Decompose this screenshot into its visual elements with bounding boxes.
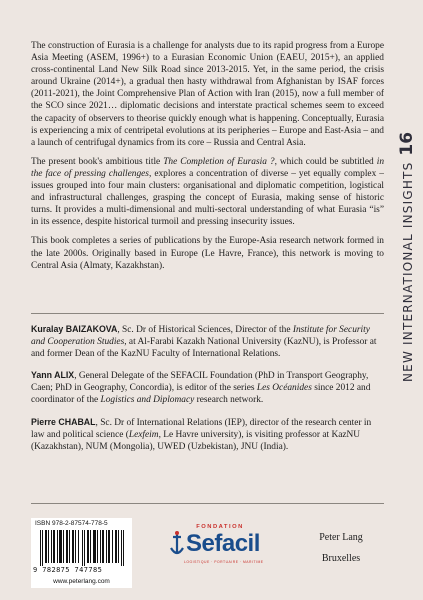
barcode-digits: 9 782875 747785 [33,566,103,574]
logo-foundation-label: FONDATION [196,524,244,530]
series-title: NEW INTERNATIONAL INSIGHTS16 [397,131,417,382]
isbn-label: ISBN 978-2-87574-778-5 [35,520,108,527]
anchor-icon [168,530,186,558]
publisher-url[interactable]: www.peterlang.com [53,578,110,585]
bio-alix: Yann ALIX, General Delegate of the SEFACIL Foundation (PhD in Transport Geography, Caen; PhD in Geography, Concordia), is editor of the series Les Océanides since 2012 and coordinator of the Logistics and Diplomacy research network. [31,370,371,406]
bio-baizakova: Kuralay BAIZAKOVA, Sc. Dr of Historical Sciences, Director of the Institute for Security and Cooperation Studies, at Al-Farabi Kazakh National University (KazNU), is Professor at and former Dean of the KazNU Faculty of International Relations. [31,324,377,360]
series-spine [395,52,415,382]
sefacil-logo [168,524,263,584]
paragraph-eurasia-construction: The construction of Eurasia is a challenge for analysts due to its rapid progress from a Europe Asia Meeting (ASEM, 1996+) to a Eurasian Economic Union (EAEU, 2015+), an applied cross-continental Land New Silk Road since 2013-2015. Yet, in the same period, the crisis around Ukraine (2014+), a gradual then hasty withdrawal from Afghanistan by ISAF forces (2011-2021), the Joint Comprehensive Plan of Action with Iran (2015), now a full member of the SCO since 2021… diplomatic decisions and interstate practical schemes seem to exceed the capacity of observers to theorise quickly enough what is happening. Conceptually, Eurasia is experiencing a mix of centripetal evolutions at its peripheries – Europe and East-Asia – and a launch of centrifugal dynamics from its core – Russia and Central Asia. [31,41,384,148]
blurb [31,40,384,279]
publisher-imprint [306,527,376,569]
bottom-divider [31,503,384,504]
paragraph-book-title: The present book's ambitious title The Completion of Eurasia ?, which could be subtitled in the face of pressing challenges, explores a concentration of diverse – yet equally complex – issues grouped into four main clusters: organisational and diplomatic competition, logistical and infrastructural challenges, grasping the concept of Eurasia, making sense of historic turns. It provides a multi-dimensional and multi-sectoral understanding of what Eurasia “is” in its essence, despite historical turmoil and pressing insecurity issues. [31,156,385,228]
bio-chabal: Pierre CHABAL, Sc. Dr of International Relations (IEP), director of the research center in law and political science (Lexfeim, Le Havre university), is visiting professor at KazNU (Kazakhstan), NUM (Mongolia), UWED (Uzbekistan), JNU (India). [31,416,372,452]
paragraph-network: This book completes a series of publications by the Europe-Asia research network formed in the late 2000s. Originally based in Europe (Le Havre, France), this network is moving to Central Asia (Almaty, Kazakhstan). [31,236,384,271]
publisher-city: Bruxelles [321,553,361,564]
logo-wordmark: Sefacil [186,530,260,557]
top-divider [31,313,384,314]
publisher-name: Peter Lang [319,532,363,543]
series-number: 16 [397,131,417,156]
barcode-icon [40,530,126,566]
logo-tagline: LOGISTIQUE · PORTUAIRE · MARITIME [184,560,264,564]
author-bios [31,323,384,462]
barcode-block [31,518,132,588]
